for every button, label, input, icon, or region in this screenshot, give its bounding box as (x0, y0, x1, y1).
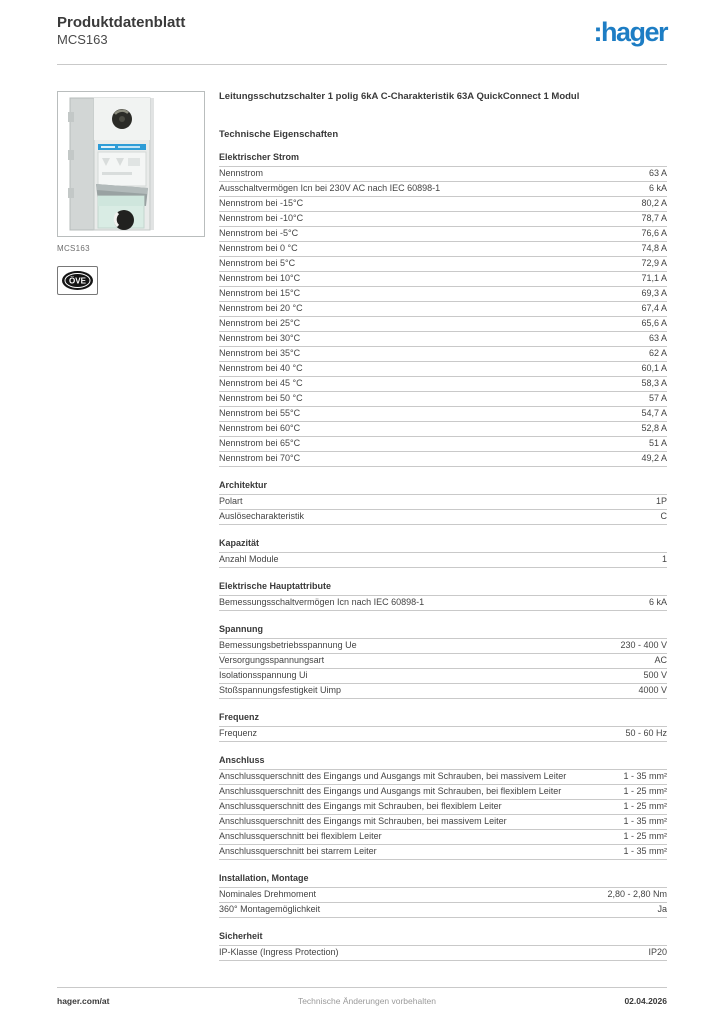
spec-section (219, 624, 667, 699)
spec-value: IP20 (648, 947, 667, 958)
spec-label: Nennstrom bei 20 °C (219, 303, 303, 314)
spec-label: Stoßspannungsfestigkeit Uimp (219, 685, 342, 696)
spec-row (219, 362, 667, 377)
footer-date: 02.04.2026 (624, 996, 667, 1006)
spec-label: 360° Montagemöglichkeit (219, 904, 321, 915)
spec-label: Nennstrom bei 65°C (219, 438, 301, 449)
spec-label: Bemessungsbetriebsspannung Ue (219, 640, 357, 651)
footer-disclaimer: Technische Änderungen vorbehalten (297, 996, 436, 1006)
spec-row (219, 422, 667, 437)
spec-section-title: Anschluss (219, 755, 667, 770)
spec-label: Anzahl Module (219, 554, 279, 565)
right-column (219, 91, 667, 961)
spec-label: Nennstrom bei 15°C (219, 288, 301, 299)
spec-row (219, 212, 667, 227)
spec-row (219, 845, 667, 860)
spec-row (219, 553, 667, 568)
spec-value: 6 kA (648, 183, 667, 194)
spec-row (219, 770, 667, 785)
ove-certification-badge (57, 266, 98, 295)
spec-value: 62 A (648, 348, 667, 359)
spec-row (219, 197, 667, 212)
spec-row (219, 392, 667, 407)
spec-label: Nennstrom bei 35°C (219, 348, 301, 359)
spec-section-title: Frequenz (219, 712, 667, 727)
spec-value: 50 - 60 Hz (625, 728, 667, 739)
spec-label: Anschlussquerschnitt des Eingangs und Ausgangs mit Schrauben, bei flexiblem Leiter (219, 786, 562, 797)
spec-label: Isolationsspannung Ui (219, 670, 308, 681)
header-divider (57, 64, 667, 65)
spec-value: 74,8 A (641, 243, 667, 254)
spec-label: Ausschaltvermögen Icn bei 230V AC nach IEC 60898-1 (219, 183, 441, 194)
spec-section-title: Spannung (219, 624, 667, 639)
spec-label: Nennstrom bei 40 °C (219, 363, 303, 374)
spec-label: Nennstrom bei -10°C (219, 213, 304, 224)
spec-label: Anschlussquerschnitt bei flexiblem Leiter (219, 831, 382, 842)
spec-section (219, 538, 667, 568)
spec-row (219, 654, 667, 669)
spec-section (219, 755, 667, 860)
spec-value: 69,3 A (641, 288, 667, 299)
spec-section-title: Installation, Montage (219, 873, 667, 888)
spec-value: 6 kA (648, 597, 667, 608)
spec-value: 1 - 25 mm² (623, 786, 667, 797)
document-subtitle: MCS163 (57, 32, 108, 47)
product-title: Leitungsschutzschalter 1 polig 6kA C-Charakteristik 63A QuickConnect 1 Modul (219, 90, 580, 102)
spec-row (219, 332, 667, 347)
spec-row (219, 272, 667, 287)
spec-value: 1 - 25 mm² (623, 801, 667, 812)
footer-website-link[interactable]: hager.com/at (57, 996, 110, 1006)
spec-value: 57 A (648, 393, 667, 404)
spec-row (219, 242, 667, 257)
spec-label: Nennstrom bei 45 °C (219, 378, 303, 389)
spec-section-title: Architektur (219, 480, 667, 495)
product-image-caption: MCS163 (57, 243, 90, 253)
spec-row (219, 302, 667, 317)
spec-label: Anschlussquerschnitt des Eingangs und Ausgangs mit Schrauben, bei massivem Leiter (219, 771, 567, 782)
spec-label: Nennstrom bei 30°C (219, 333, 301, 344)
svg-text:ÖVE: ÖVE (69, 276, 86, 286)
spec-row (219, 452, 667, 467)
spec-row (219, 727, 667, 742)
spec-row (219, 888, 667, 903)
spec-value: 1 - 25 mm² (623, 831, 667, 842)
spec-value: 65,6 A (641, 318, 667, 329)
spec-value: 51 A (648, 438, 667, 449)
spec-section (219, 581, 667, 611)
spec-sections (219, 152, 667, 961)
spec-row (219, 377, 667, 392)
spec-label: Versorgungsspannungsart (219, 655, 325, 666)
spec-row (219, 437, 667, 452)
product-photo (58, 92, 204, 236)
spec-label: Anschlussquerschnitt bei starrem Leiter (219, 846, 377, 857)
spec-value: 67,4 A (641, 303, 667, 314)
spec-section (219, 931, 667, 961)
spec-label: Polart (219, 496, 243, 507)
spec-value: 49,2 A (641, 453, 667, 464)
spec-label: Nennstrom bei -15°C (219, 198, 304, 209)
spec-row (219, 684, 667, 699)
spec-label: Nennstrom bei 0 °C (219, 243, 298, 254)
spec-label: Nennstrom (219, 168, 264, 179)
header-titles (57, 14, 185, 49)
spec-row (219, 182, 667, 197)
spec-row (219, 800, 667, 815)
left-column (57, 91, 205, 961)
spec-value: 1 (661, 554, 667, 565)
spec-value: 76,6 A (641, 228, 667, 239)
spec-value: 52,8 A (641, 423, 667, 434)
spec-row (219, 510, 667, 525)
page-header (57, 0, 667, 52)
spec-section-title: Elektrische Hauptattribute (219, 581, 667, 596)
spec-label: Anschlussquerschnitt des Eingangs mit Schrauben, bei flexiblem Leiter (219, 801, 502, 812)
footer-divider (57, 987, 667, 988)
spec-row (219, 227, 667, 242)
spec-value: 1 - 35 mm² (623, 846, 667, 857)
spec-label: Nennstrom bei 10°C (219, 273, 301, 284)
spec-section (219, 152, 667, 467)
spec-row (219, 815, 667, 830)
spec-value: 230 - 400 V (620, 640, 667, 651)
tech-properties-title: Technische Eigenschaften (219, 128, 339, 140)
spec-value: 58,3 A (641, 378, 667, 389)
spec-label: IP-Klasse (Ingress Protection) (219, 947, 339, 958)
spec-section (219, 712, 667, 742)
spec-value: 1 - 35 mm² (623, 771, 667, 782)
spec-label: Nennstrom bei 70°C (219, 453, 301, 464)
spec-value: 63 A (648, 333, 667, 344)
spec-row (219, 669, 667, 684)
spec-label: Bemessungsschaltvermögen Icn nach IEC 60898-1 (219, 597, 425, 608)
spec-value: Ja (657, 904, 667, 915)
spec-label: Nennstrom bei -5°C (219, 228, 299, 239)
spec-value: 71,1 A (641, 273, 667, 284)
spec-row (219, 167, 667, 182)
spec-value: 63 A (648, 168, 667, 179)
spec-section (219, 873, 667, 918)
spec-value: 54,7 A (641, 408, 667, 419)
spec-section-title: Elektrischer Strom (219, 152, 667, 167)
ove-logo-icon (61, 270, 94, 291)
spec-row (219, 257, 667, 272)
spec-row (219, 347, 667, 362)
spec-label: Nennstrom bei 60°C (219, 423, 301, 434)
spec-row (219, 830, 667, 845)
spec-row (219, 639, 667, 654)
spec-row (219, 407, 667, 422)
spec-label: Nennstrom bei 25°C (219, 318, 301, 329)
spec-value: 78,7 A (641, 213, 667, 224)
document-title: Produktdatenblatt (57, 14, 186, 31)
spec-value: 60,1 A (641, 363, 667, 374)
hager-logo: :hager (593, 17, 667, 47)
spec-value: 1 - 35 mm² (623, 816, 667, 827)
spec-value: 4000 V (638, 685, 667, 696)
spec-value: 2,80 - 2,80 Nm (607, 889, 667, 900)
spec-row (219, 903, 667, 918)
spec-value: 1P (655, 496, 667, 507)
spec-value: AC (654, 655, 667, 666)
spec-label: Anschlussquerschnitt des Eingangs mit Schrauben, bei massivem Leiter (219, 816, 507, 827)
spec-row (219, 317, 667, 332)
spec-section (219, 480, 667, 525)
product-image-frame (57, 91, 205, 237)
spec-row (219, 596, 667, 611)
spec-label: Frequenz (219, 728, 258, 739)
spec-label: Nennstrom bei 55°C (219, 408, 301, 419)
spec-label: Auslösecharakteristik (219, 511, 305, 522)
spec-row (219, 785, 667, 800)
spec-label: Nennstrom bei 5°C (219, 258, 296, 269)
content (57, 91, 667, 961)
spec-label: Nominales Drehmoment (219, 889, 317, 900)
spec-value: 500 V (643, 670, 667, 681)
spec-row (219, 946, 667, 961)
page-footer (57, 996, 667, 1006)
spec-row (219, 287, 667, 302)
spec-section-title: Kapazität (219, 538, 667, 553)
spec-label: Nennstrom bei 50 °C (219, 393, 303, 404)
spec-value: C (660, 511, 667, 522)
spec-section-title: Sicherheit (219, 931, 667, 946)
spec-value: 72,9 A (641, 258, 667, 269)
spec-row (219, 495, 667, 510)
spec-value: 80,2 A (641, 198, 667, 209)
